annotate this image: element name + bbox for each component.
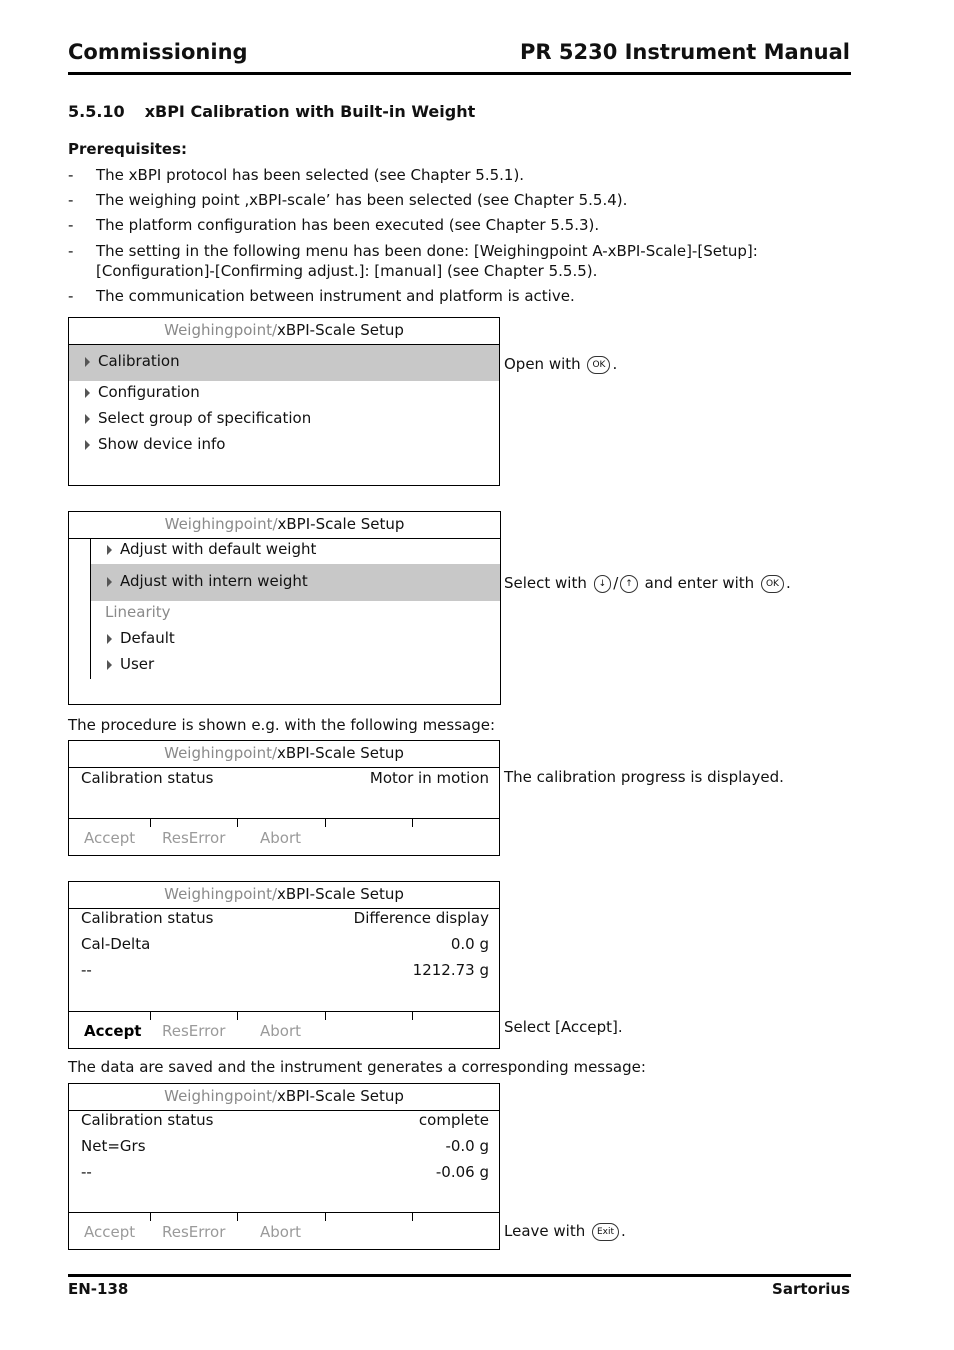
menu-item-default-weight[interactable]: Adjust with default weight [107, 540, 316, 558]
arrow-right-icon [85, 414, 90, 424]
softkey-reserror[interactable]: ResError [162, 829, 226, 847]
softkey-bar [69, 818, 499, 855]
screen-calibration-menu [68, 511, 501, 705]
menu-item-linearity-default[interactable]: Default [107, 629, 175, 647]
arrow-up-key-icon: ↑ [620, 575, 638, 593]
arrow-right-icon [107, 577, 112, 587]
menu-item-select-group[interactable]: Select group of specification [85, 409, 311, 427]
exit-key-icon: Exit [592, 1223, 619, 1241]
softkey-accept[interactable]: Accept [84, 1223, 136, 1241]
screen-title: Weighingpoint/xBPI-Scale Setup [69, 318, 499, 345]
saved-text: The data are saved and the instrument generates a corresponding message: [68, 1058, 646, 1076]
status-row: Calibration status complete [81, 1111, 489, 1129]
status-row: Calibration status Difference display [81, 909, 489, 927]
note-accept: Select [Accept]. [504, 1018, 623, 1036]
group-label-linearity: Linearity [105, 603, 171, 621]
softkey-accept[interactable]: Accept [84, 1022, 142, 1040]
softkey-reserror[interactable]: ResError [162, 1223, 226, 1241]
softkey-bar [69, 1011, 499, 1048]
softkey-abort[interactable]: Abort [260, 1223, 302, 1241]
arrow-right-icon [107, 660, 112, 670]
screen-title: Weighingpoint/xBPI-Scale Setup [69, 882, 499, 909]
cal-delta-row: Cal-Delta 0.0 g [81, 935, 489, 953]
weight-row: -- 1212.73 g [81, 961, 489, 979]
header-rule [68, 72, 851, 75]
note-select: Select with ↓ / ↑ and enter with OK . [504, 574, 791, 592]
header-chapter: Commissioning [68, 40, 248, 64]
softkey-accept[interactable]: Accept [84, 829, 136, 847]
softkey-abort[interactable]: Abort [260, 1022, 302, 1040]
menu-item-calibration[interactable]: Calibration [85, 352, 180, 370]
softkey-bar [69, 1212, 499, 1249]
section-number: 5.5.10 [68, 102, 125, 121]
note-open: Open with OK . [504, 355, 618, 373]
arrow-right-icon [85, 440, 90, 450]
screen-setup-menu [68, 317, 500, 486]
ok-key-icon: OK [761, 575, 784, 593]
ok-key-icon: OK [587, 356, 610, 374]
weight-row: -- -0.06 g [81, 1163, 489, 1181]
footer-brand: Sartorius [772, 1280, 850, 1298]
procedure-text: The procedure is shown e.g. with the following message: [68, 716, 496, 734]
softkey-reserror[interactable]: ResError [162, 1022, 226, 1040]
softkey-abort[interactable]: Abort [260, 829, 302, 847]
menu-item-linearity-user[interactable]: User [107, 655, 154, 673]
menu-item-configuration[interactable]: Configuration [85, 383, 200, 401]
screen-title: Weighingpoint/xBPI-Scale Setup [69, 512, 500, 539]
arrow-right-icon [85, 388, 90, 398]
section-heading [68, 102, 475, 121]
screen-calibration-progress [68, 740, 500, 856]
note-leave: Leave with Exit . [504, 1222, 626, 1240]
screen-title: Weighingpoint/xBPI-Scale Setup [69, 741, 499, 768]
section-title: xBPI Calibration with Built-in Weight [144, 102, 476, 121]
arrow-right-icon [107, 634, 112, 644]
header-manual-title: PR 5230 Instrument Manual [519, 40, 850, 64]
screen-calibration-complete [68, 1083, 500, 1250]
menu-item-intern-weight[interactable]: Adjust with intern weight [107, 572, 308, 590]
footer-rule [68, 1274, 851, 1277]
arrow-down-key-icon: ↓ [594, 575, 612, 593]
page-number: EN-138 [68, 1280, 129, 1298]
prerequisites-label: Prerequisites: [68, 140, 188, 158]
status-row: Calibration status Motor in motion [81, 769, 489, 787]
arrow-right-icon [107, 545, 112, 555]
tree-line [90, 539, 91, 679]
screen-difference-display [68, 881, 500, 1049]
screen-title: Weighingpoint/xBPI-Scale Setup [69, 1084, 499, 1111]
note-progress: The calibration progress is displayed. [504, 768, 784, 786]
arrow-right-icon [85, 357, 90, 367]
menu-item-show-device-info[interactable]: Show device info [85, 435, 225, 453]
net-grs-row: Net=Grs -0.0 g [81, 1137, 489, 1155]
